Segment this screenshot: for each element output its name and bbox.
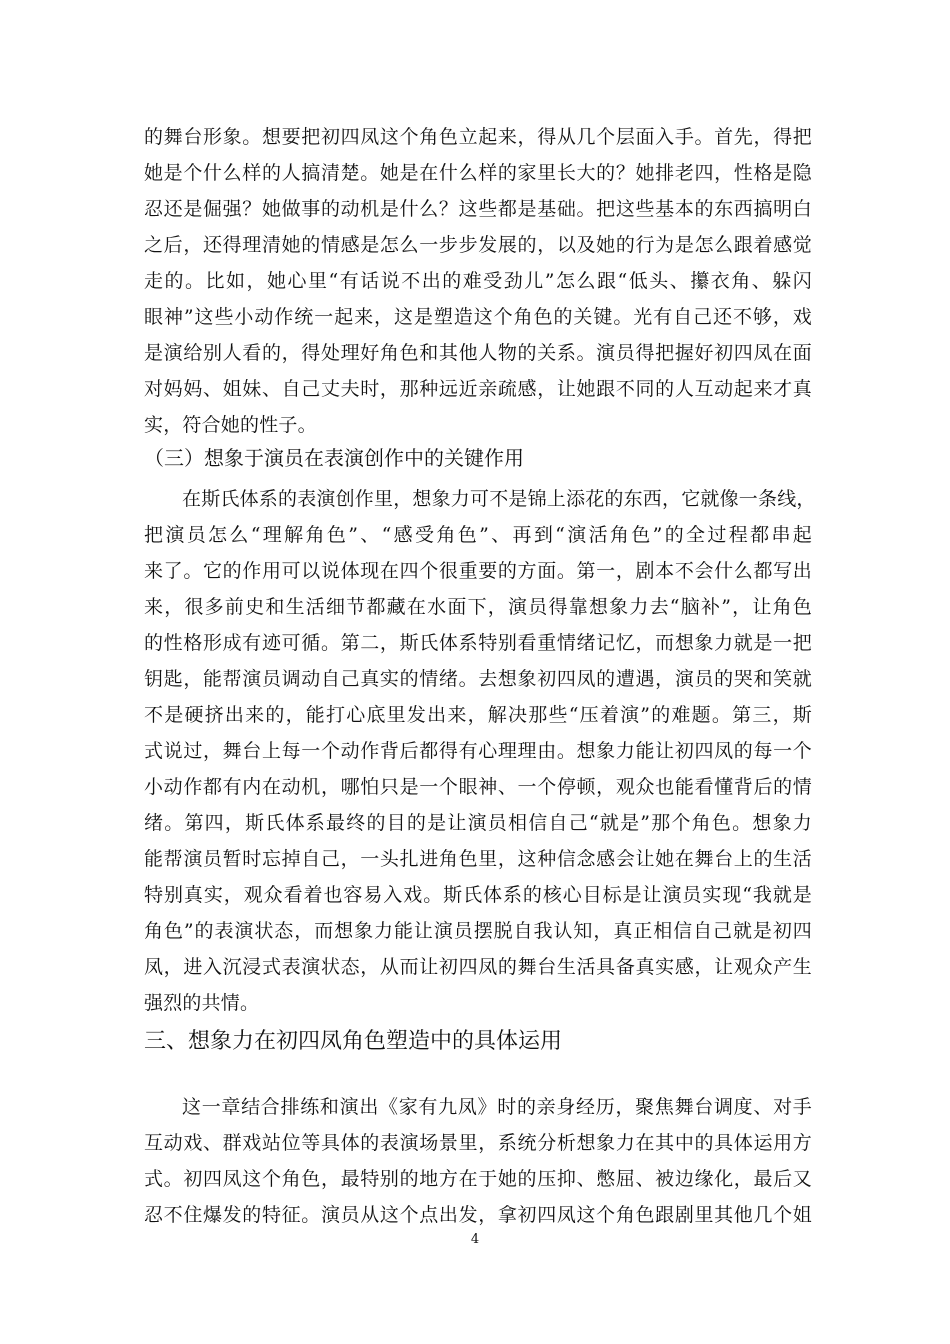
paragraph-1-line: 之后，还得理清她的情感是怎么一步步发展的，以及她的行为是怎么跟着感觉 bbox=[144, 234, 812, 256]
section-heading: （三）想象于演员在表演创作中的关键作用 bbox=[144, 446, 524, 470]
paragraph-3-line: 忍不住爆发的特征。演员从这个点出发，拿初四凤这个角色跟剧里其他几个姐 bbox=[144, 1204, 812, 1226]
paragraph-2-line: 式说过，舞台上每一个动作背后都得有心理理由。想象力能让初四凤的每一个 bbox=[144, 740, 812, 762]
paragraph-1-line: 实，符合她的性子。 bbox=[144, 414, 317, 436]
paragraph-2-line: 不是硬挤出来的，能打心底里发出来，解决那些“压着演”的难题。第三，斯 bbox=[144, 704, 812, 726]
paragraph-2-line: 特别真实，观众看着也容易入戏。斯氏体系的核心目标是让演员实现“我就是 bbox=[144, 884, 812, 906]
paragraph-2-line: 角色”的表演状态，而想象力能让演员摆脱自我认知，真正相信自己就是初四 bbox=[144, 920, 812, 942]
paragraph-2-line: 绪。第四，斯氏体系最终的目的是让演员相信自己“就是”那个角色。想象力 bbox=[144, 812, 812, 834]
paragraph-2-line: 来，很多前史和生活细节都藏在水面下，演员得靠想象力去“脑补”，让角色 bbox=[144, 596, 812, 618]
paragraph-2 bbox=[144, 481, 816, 1021]
paragraph-3-line: 式。初四凤这个角色，最特别的地方在于她的压抑、憋屈、被边缘化，最后又 bbox=[144, 1168, 812, 1190]
paragraph-2-line: 来了。它的作用可以说体现在四个很重要的方面。第一，剧本不会什么都写出 bbox=[144, 560, 812, 582]
paragraph-3-line: 互动戏、群戏站位等具体的表演场景里，系统分析想象力在其中的具体运用方 bbox=[144, 1132, 812, 1154]
paragraph-1-line: 走的。比如，她心里“有话说不出的难受劲儿”怎么跟“低头、攥衣角、躲闪 bbox=[144, 270, 812, 292]
paragraph-2-line: 的性格形成有迹可循。第二，斯氏体系特别看重情绪记忆，而想象力就是一把 bbox=[144, 632, 812, 654]
paragraph-2-line: 小动作都有内在动机，哪怕只是一个眼神、一个停顿，观众也能看懂背后的情 bbox=[144, 776, 812, 798]
paragraph-1-line: 对妈妈、姐妹、自己丈夫时，那种远近亲疏感，让她跟不同的人互动起来才真 bbox=[144, 378, 812, 400]
paragraph-2-line: 能帮演员暂时忘掉自己，一头扎进角色里，这种信念感会让她在舞台上的生活 bbox=[144, 848, 812, 870]
page-number: 4 bbox=[470, 1232, 480, 1247]
paragraph-2-line: 强烈的共情。 bbox=[144, 992, 260, 1014]
paragraph-1-line: 是演给别人看的，得处理好角色和其他人物的关系。演员得把握好初四凤在面 bbox=[144, 342, 812, 364]
paragraph-2-line: 把演员怎么“理解角色”、“感受角色”、再到“演活角色”的全过程都串起 bbox=[144, 524, 812, 546]
paragraph-1-line: 她是个什么样的人搞清楚。她是在什么样的家里长大的？她排老四，性格是隐 bbox=[144, 162, 812, 184]
paragraph-2-line: 凤，进入沉浸式表演状态，从而让初四凤的舞台生活具备真实感，让观众产生 bbox=[144, 956, 812, 978]
paragraph-1-line: 忍还是倔强？她做事的动机是什么？这些都是基础。把这些基本的东西搞明白 bbox=[144, 198, 812, 220]
paragraph-2-line: 在斯氏体系的表演创作里，想象力可不是锦上添花的东西，它就像一条线， bbox=[182, 488, 816, 510]
paragraph-2-line: 钥匙，能帮演员调动自己真实的情绪。去想象初四凤的遭遇，演员的哭和笑就 bbox=[144, 668, 812, 690]
paragraph-3-line: 这一章结合排练和演出《家有九凤》时的亲身经历，聚焦舞台调度、对手 bbox=[182, 1096, 812, 1118]
paragraph-3 bbox=[144, 1089, 812, 1233]
chapter-heading: 三、想象力在初四凤角色塑造中的具体运用 bbox=[144, 1029, 563, 1054]
paragraph-1-line: 眼神”这些小动作统一起来，这是塑造这个角色的关键。光有自己还不够，戏 bbox=[144, 306, 812, 328]
paragraph-1 bbox=[144, 119, 812, 443]
paragraph-1-line: 的舞台形象。想要把初四凤这个角色立起来，得从几个层面入手。首先，得把 bbox=[144, 126, 812, 148]
